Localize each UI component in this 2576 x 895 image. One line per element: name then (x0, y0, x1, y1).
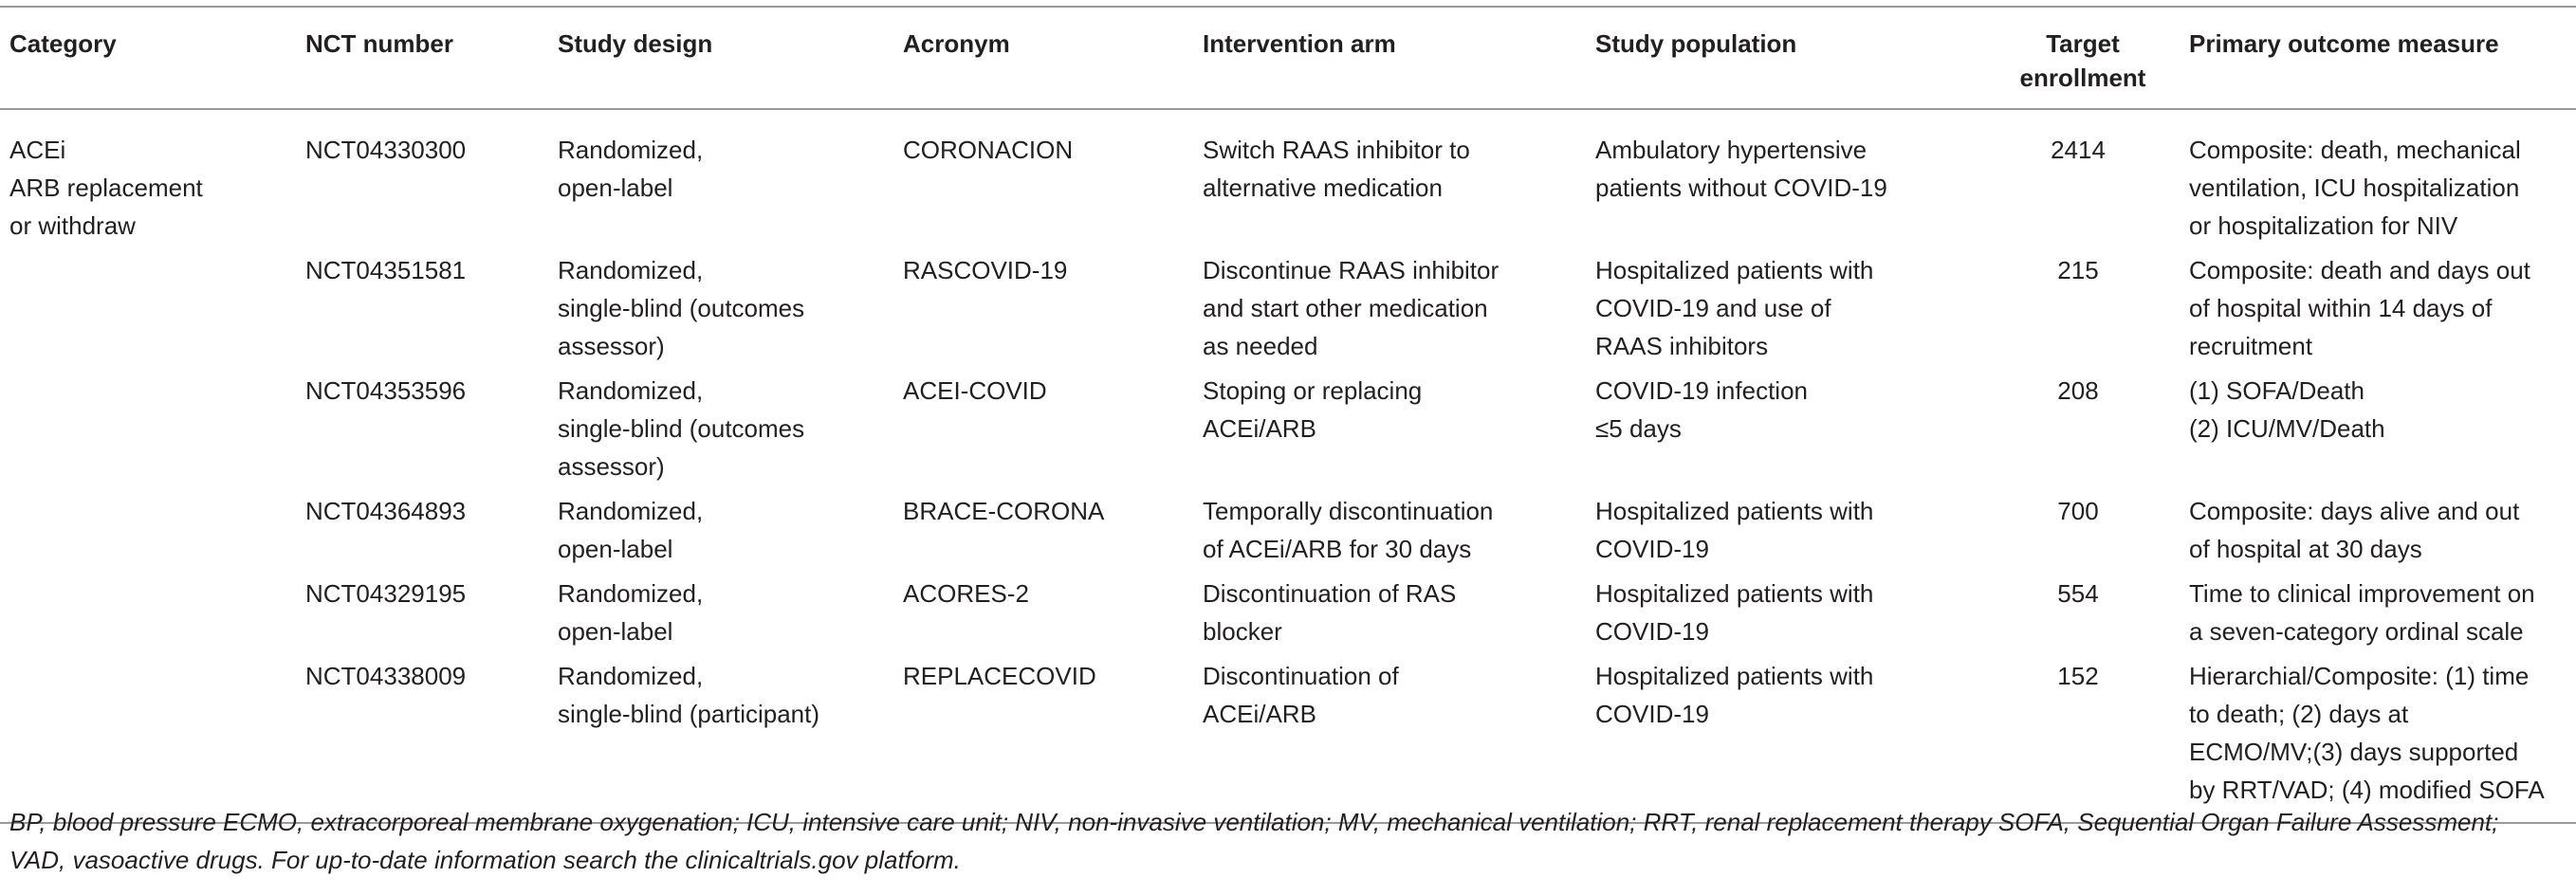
header-primary-outcome: Primary outcome measure (2189, 29, 2499, 58)
table-row (0, 492, 2576, 575)
header-category: Category (9, 29, 117, 58)
nct-number-cell: NCT04364893 (305, 497, 467, 525)
population-cell: Ambulatory hypertensive patients without COVID-19 (1595, 136, 1887, 202)
header-intervention-arm: Intervention arm (1203, 29, 1396, 58)
header-study-population: Study population (1595, 29, 1797, 58)
table-footnote: BP, blood pressure ECMO, extracorporeal membrane oxygenation; ICU, intensive care unit; NIV, non-invasive ventilation; MV, mechanical ventilation; RRT, renal replacement therapy SOFA, Sequential Organ Failure Assessment; VAD, vasoactive drugs. For up-to-date information search the clinicaltrials.gov platform. (9, 808, 2499, 874)
nct-number-cell: NCT04338009 (305, 662, 467, 690)
table-row (0, 575, 2576, 657)
acronym-cell: RASCOVID-19 (903, 256, 1068, 284)
acronym-cell: BRACE-CORONA (903, 497, 1105, 525)
intervention-cell: Switch RAAS inhibitor to alternative medication (1203, 136, 1470, 202)
population-cell: COVID-19 infection ≤5 days (1595, 376, 1808, 443)
population-cell: Hospitalized patients with COVID-19 and use of RAAS inhibitors (1595, 256, 1874, 360)
target-enrollment-cell: 554 (2057, 579, 2099, 608)
intervention-cell: Discontinuation of RAS blocker (1203, 579, 1457, 646)
outcome-cell: Time to clinical improvement on a seven-category ordinal scale (2189, 579, 2535, 646)
header-nct-number: NCT number (305, 29, 453, 58)
population-cell: Hospitalized patients with COVID-19 (1595, 579, 1874, 646)
nct-number-cell: NCT04329195 (305, 579, 467, 608)
intervention-cell: Discontinue RAAS inhibitor and start other medication as needed (1203, 256, 1500, 360)
table-row (0, 251, 2576, 372)
acronym-cell: ACORES-2 (903, 579, 1029, 608)
study-design-cell: Randomized, single-blind (outcomes assessor) (558, 376, 805, 481)
table-row (0, 657, 2576, 823)
target-enrollment-cell: 208 (2057, 376, 2099, 405)
clinical-trials-table (0, 6, 2576, 824)
target-enrollment-cell: 700 (2057, 497, 2099, 525)
outcome-cell: Hierarchial/Composite: (1) time to death; (2) days at ECMO/MV;(3) days supported by RRT/VAD; (4) modified SOFA (2189, 662, 2545, 804)
population-cell: Hospitalized patients with COVID-19 (1595, 497, 1874, 563)
study-design-cell: Randomized, single-blind (participant) (558, 662, 820, 728)
nct-number-cell: NCT04351581 (305, 256, 467, 284)
intervention-cell: Discontinuation of ACEi/ARB (1203, 662, 1399, 728)
study-design-cell: Randomized, single-blind (outcomes assessor) (558, 256, 805, 360)
header-row (0, 7, 2576, 109)
population-cell: Hospitalized patients with COVID-19 (1595, 662, 1874, 728)
table-row (0, 372, 2576, 492)
outcome-cell: Composite: days alive and out of hospital at 30 days (2189, 497, 2520, 563)
target-enrollment-cell: 152 (2057, 662, 2099, 690)
category-cell: ACEi ARB replacement or withdraw (9, 136, 203, 240)
study-design-cell: Randomized, open-label (558, 579, 704, 646)
outcome-cell: (1) SOFA/Death (2) ICU/MV/Death (2189, 376, 2385, 443)
outcome-cell: Composite: death, mechanical ventilation, ICU hospitalization or hospitalization for NIV (2189, 136, 2521, 240)
acronym-cell: REPLACECOVID (903, 662, 1096, 690)
nct-number-cell: NCT04330300 (305, 136, 467, 164)
header-acronym: Acronym (903, 29, 1010, 58)
target-enrollment-cell: 2414 (2051, 136, 2106, 164)
acronym-cell: CORONACION (903, 136, 1074, 164)
outcome-cell: Composite: death and days out of hospital within 14 days of recruitment (2189, 256, 2530, 360)
nct-number-cell: NCT04353596 (305, 376, 467, 405)
header-target-enrollment: Target enrollment (2019, 29, 2146, 92)
intervention-cell: Temporally discontinuation of ACEi/ARB for 30 days (1203, 497, 1494, 563)
intervention-cell: Stoping or replacing ACEi/ARB (1203, 376, 1423, 443)
target-enrollment-cell: 215 (2057, 256, 2099, 284)
study-design-cell: Randomized, open-label (558, 136, 704, 202)
acronym-cell: ACEI-COVID (903, 376, 1047, 405)
table-row (0, 109, 2576, 251)
study-design-cell: Randomized, open-label (558, 497, 704, 563)
header-study-design: Study design (558, 29, 713, 58)
